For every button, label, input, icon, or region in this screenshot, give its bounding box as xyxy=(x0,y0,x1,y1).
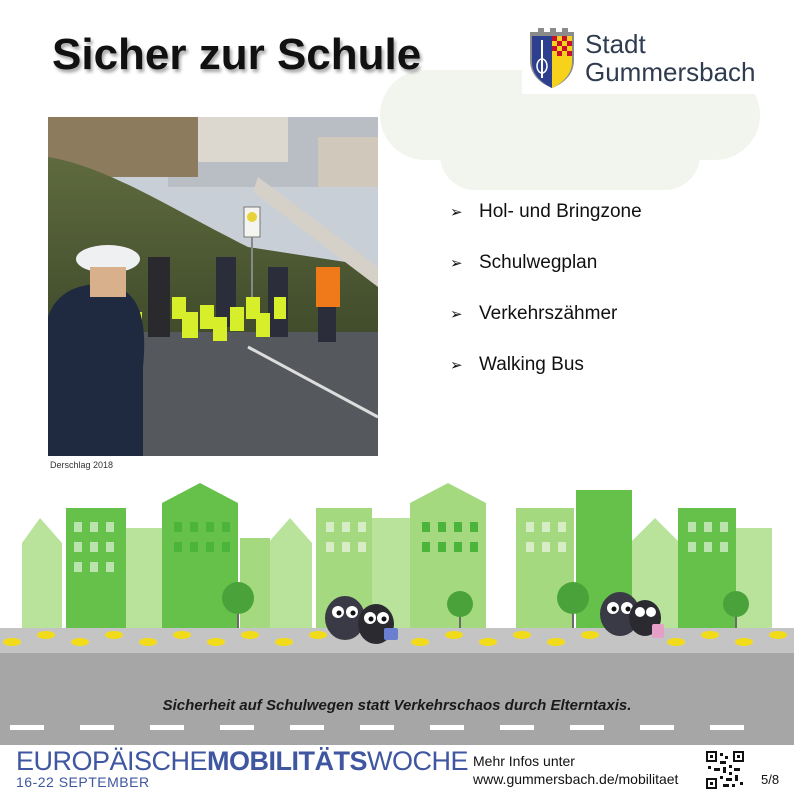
group-photo xyxy=(48,117,378,456)
info-text xyxy=(473,752,678,788)
city-logo xyxy=(522,22,776,94)
bullet-list xyxy=(450,199,642,403)
info-url: www.gummersbach.de/mobilitaet xyxy=(473,771,679,787)
list-item-label: Walking Bus xyxy=(479,354,584,375)
slogan: Sicherheit auf Schulwegen statt Verkehrschaos durch Elterntaxis. xyxy=(162,697,632,714)
emw-part2: MOBILITÄTS xyxy=(207,746,368,776)
list-item xyxy=(450,352,642,378)
list-item xyxy=(450,250,642,276)
emw-part3: WOCHE xyxy=(367,746,469,776)
list-item-label: Verkehrszähmer xyxy=(479,303,618,324)
coat-of-arms-icon xyxy=(526,26,578,90)
arrow-bullet-icon: ➢ xyxy=(450,255,463,272)
info-line1: Mehr Infos unter xyxy=(473,753,575,769)
list-item xyxy=(450,301,642,327)
arrow-bullet-icon: ➢ xyxy=(450,306,463,323)
list-item xyxy=(450,199,642,225)
page-title: Sicher zur Schule xyxy=(52,30,422,79)
arrow-bullet-icon: ➢ xyxy=(450,204,463,221)
background-shape xyxy=(440,120,700,190)
list-item-label: Schulwegplan xyxy=(479,252,598,273)
photo-caption: Derschlag 2018 xyxy=(50,460,114,470)
city-skyline xyxy=(0,478,794,653)
emw-logo-text xyxy=(16,746,468,777)
list-item-label: Hol- und Bringzone xyxy=(479,201,642,222)
arrow-bullet-icon: ➢ xyxy=(450,357,463,374)
qr-code-icon xyxy=(706,751,744,789)
emw-part1: EUROPÄISCHE xyxy=(16,746,208,776)
logo-line2: Gummersbach xyxy=(585,57,756,87)
page-number: 5/8 xyxy=(761,772,780,787)
emw-dates: 16-22 SEPTEMBER xyxy=(16,774,150,790)
logo-line1: Stadt xyxy=(585,29,646,59)
logo-text xyxy=(585,30,756,86)
